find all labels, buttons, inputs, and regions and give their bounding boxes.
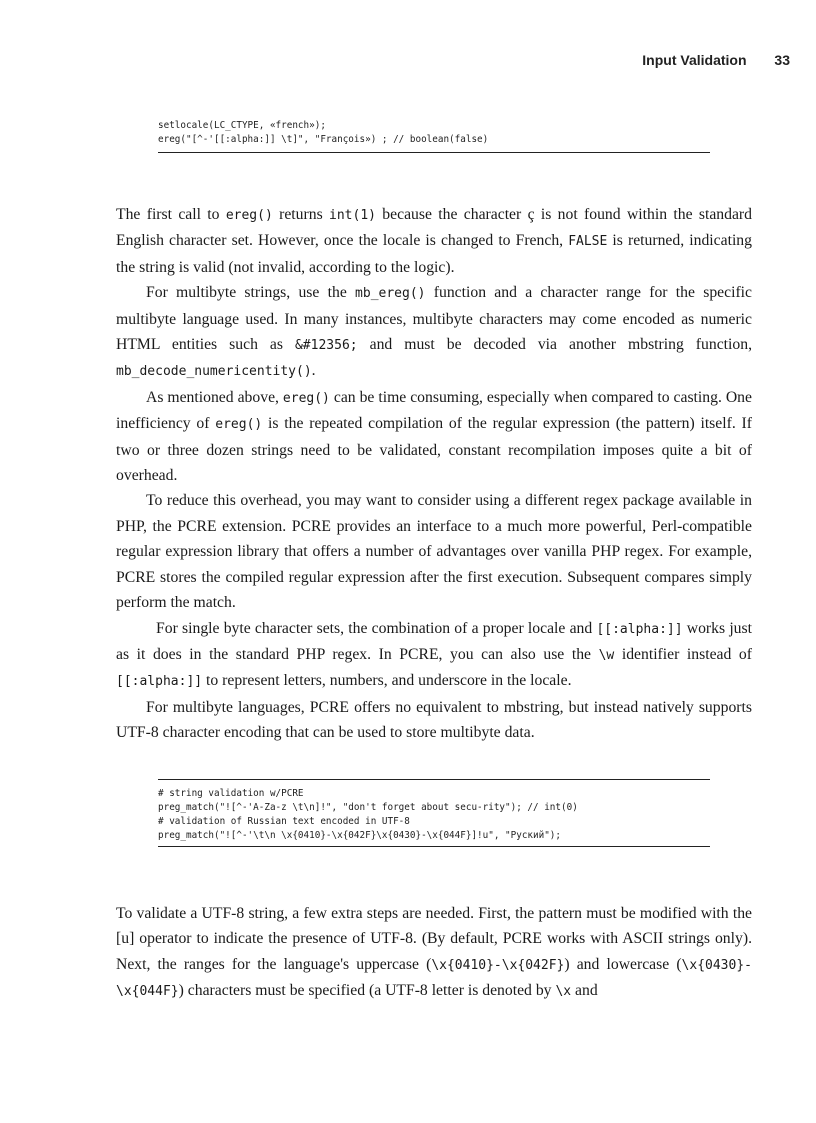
text-run: The first call to (116, 206, 226, 223)
paragraph (116, 695, 752, 746)
text-run: For multibyte languages, PCRE offers no equivalent to mbstring, but instead natively supports UTF-8 character encoding that can be used to store multibyte data. (116, 698, 752, 742)
inline-code: mb_decode_numericentity() (116, 364, 312, 380)
code-line: # string validation w/PCRE (158, 788, 304, 799)
body-text-section-2 (116, 901, 752, 1005)
inline-code: [[:alpha:]] (596, 621, 683, 637)
text-run: To reduce this overhead, you may want to consider using a different regex package available in PHP, the PCRE extension. PCRE provides an interface to a much more powerful, Perl-compatible regular expression library that offers a number of advantages over vanilla PHP regex. For example, PCRE stores the compiled regular expression after the first execution. Subsequent compares simply perform the match. (116, 492, 752, 612)
text-run: to represent letters, numbers, and underscore in the locale. (202, 672, 572, 690)
code-block-locale (158, 119, 710, 153)
text-run: To validate a UTF-8 string, a few extra steps are needed. First, the pattern must be modified with the [u] operator to indicate the presence of UTF-8. (By default, PCRE works with ASCII strings only). Next, the ranges for the language's uppercase ( (116, 905, 752, 973)
paragraph (116, 488, 752, 615)
text-run: is returned, indicating the string is valid (not invalid, according to the logic). (116, 232, 752, 276)
inline-code: int(1) (329, 208, 376, 223)
paragraph (116, 616, 752, 695)
page-number: 33 (774, 52, 790, 68)
text-run: works just as it does in the standard PHP regex. In PCRE, you can also use the (116, 619, 752, 663)
text-run: is the repeated compilation of the regular expression (the pattern) itself. If two or three dozen strings need to be validated, constant recompilation imposes quite a bit of overhead. (116, 415, 752, 485)
inline-code: [[:alpha:]] (116, 674, 203, 690)
inline-code: \x (555, 984, 572, 1000)
code-line: preg_match("![^-'\t\n \x{0410}-\x{042F}\x{0430}-\x{044F}]!u", "Руский"); (158, 830, 561, 841)
inline-code: ereg() (225, 208, 273, 223)
inline-code: &#12356; (294, 338, 358, 354)
text-run: . (311, 362, 316, 380)
body-text-section-1 (116, 202, 752, 746)
text-run: For single byte character sets, the combination of a proper locale and (156, 619, 597, 637)
code-line: preg_match("![^-'A-Za-z \t\n]!", "don't forget about secu-rity"); // int(0) (158, 802, 578, 813)
text-run: returns (272, 206, 330, 223)
inline-code: FALSE (568, 234, 608, 250)
inline-code: \x{0430}-\x{044F} (116, 957, 752, 1000)
section-title: Input Validation (642, 52, 747, 68)
text-run: and (571, 982, 598, 1000)
text-run: and must be decoded via another mbstring function, (357, 336, 752, 354)
paragraph (116, 202, 752, 280)
code-line: # validation of Russian text encoded in UTF-8 (158, 816, 410, 827)
text-run: can be time consuming, especially when compared to casting. One inefficiency of (116, 388, 752, 433)
code-line: setlocale(LC_CTYPE, «french»); (158, 120, 326, 131)
inline-code: ereg() (282, 390, 330, 406)
text-run: As mentioned above, (146, 388, 283, 406)
text-run: For multibyte strings, use the (146, 284, 356, 302)
text-run: function and a character range for the specific multibyte language used. In many instances, multibyte characters may come encoded as numeric HTML entities such as (116, 284, 752, 354)
code-line: ereg("[^-'[[:alpha:]] \t]", "François») ; // boolean(false) (158, 134, 489, 145)
paragraph (116, 280, 752, 385)
inline-code: \x{0410}-\x{042F} (431, 957, 565, 973)
inline-code: ereg() (215, 417, 263, 433)
code-block-pcre (158, 779, 710, 847)
inline-code: mb_ereg() (355, 286, 426, 302)
inline-code: \w (598, 647, 615, 663)
text-run: ) characters must be specified (a UTF-8 letter is denoted by (178, 982, 556, 1000)
paragraph (116, 901, 752, 1005)
text-run: identifier instead of (614, 645, 752, 663)
paragraph (116, 385, 752, 489)
running-header (0, 52, 790, 68)
text-run: ) and lowercase ( (564, 955, 682, 973)
text-run: because the character ç is not found within the standard English character set. However, once the locale is changed to French, (116, 206, 753, 250)
